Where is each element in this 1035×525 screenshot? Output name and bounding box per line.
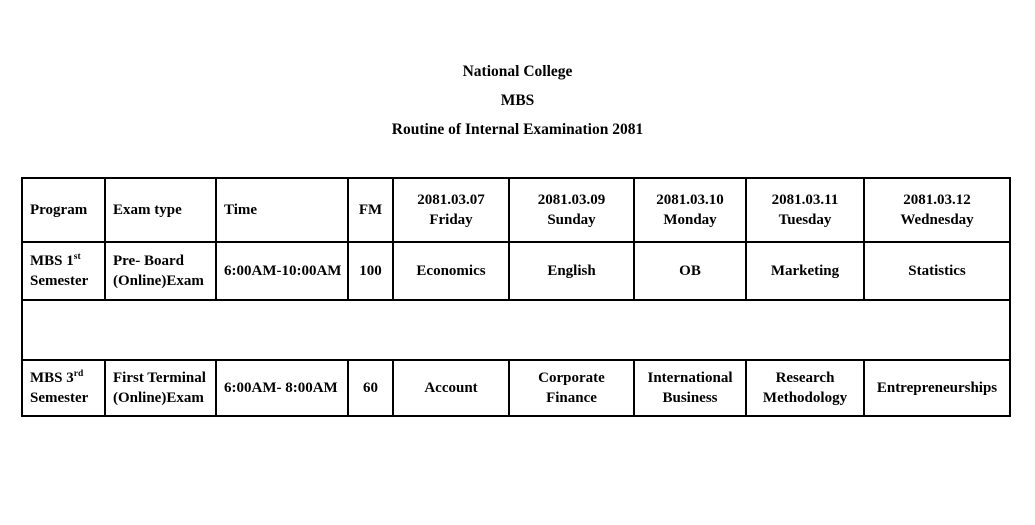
header-row [22, 178, 1010, 242]
header-day-sunday [509, 178, 634, 242]
spacer-row [22, 300, 1010, 360]
header-date: 2081.03.09 [537, 192, 606, 208]
header-date: 2081.03.11 [771, 192, 839, 208]
cell-time: 6:00AM-10:00AM [216, 242, 348, 300]
header-day: Sunday [547, 212, 596, 228]
header-day-tuesday [746, 178, 864, 242]
cell-subject: Account [393, 360, 509, 416]
program-name-rest: Semester [30, 390, 89, 406]
document-header [0, 0, 1035, 138]
cell-subject: Statistics [864, 242, 1010, 300]
cell-subject: Marketing [746, 242, 864, 300]
ordinal-suffix: rd [73, 369, 84, 379]
header-day: Wednesday [900, 212, 974, 228]
cell-subject: International Business [634, 360, 746, 416]
header-date: 2081.03.07 [417, 192, 485, 208]
routine-heading: Routine of Internal Examination 2081 [391, 121, 644, 138]
program-title: MBS [500, 92, 535, 109]
header-program: Program [22, 178, 105, 242]
cell-subject: Entrepreneurships [864, 360, 1010, 416]
cell-exam-type: Pre- Board (Online)Exam [105, 242, 216, 300]
header-date: 2081.03.10 [656, 192, 724, 208]
header-day-monday [634, 178, 746, 242]
header-exam-type: Exam type [105, 178, 216, 242]
table-row-mbs-3rd [22, 360, 1010, 416]
cell-subject: Research Methodology [746, 360, 864, 416]
program-name: MBS 1 [30, 253, 74, 269]
header-day-wednesday [864, 178, 1010, 242]
cell-subject: Corporate Finance [509, 360, 634, 416]
header-day: Friday [429, 212, 473, 228]
header-day: Monday [663, 212, 717, 228]
header-fm: FM [348, 178, 393, 242]
college-title: National College [462, 63, 573, 80]
cell-subject: Economics [393, 242, 509, 300]
spacer-row-cell [22, 300, 1010, 360]
cell-program [22, 360, 105, 416]
cell-time: 6:00AM- 8:00AM [216, 360, 348, 416]
cell-subject: English [509, 242, 634, 300]
exam-routine-table [21, 177, 1011, 417]
table-row-mbs-1st [22, 242, 1010, 300]
cell-subject: OB [634, 242, 746, 300]
program-name: MBS 3 [30, 370, 74, 386]
cell-exam-type: First Terminal (Online)Exam [105, 360, 216, 416]
header-day-friday [393, 178, 509, 242]
header-date: 2081.03.12 [903, 192, 971, 208]
cell-fm: 60 [348, 360, 393, 416]
cell-fm: 100 [348, 242, 393, 300]
header-time: Time [216, 178, 348, 242]
program-name-rest: Semester [30, 273, 89, 289]
header-day: Tuesday [778, 212, 832, 228]
cell-program [22, 242, 105, 300]
ordinal-suffix: st [73, 252, 81, 262]
